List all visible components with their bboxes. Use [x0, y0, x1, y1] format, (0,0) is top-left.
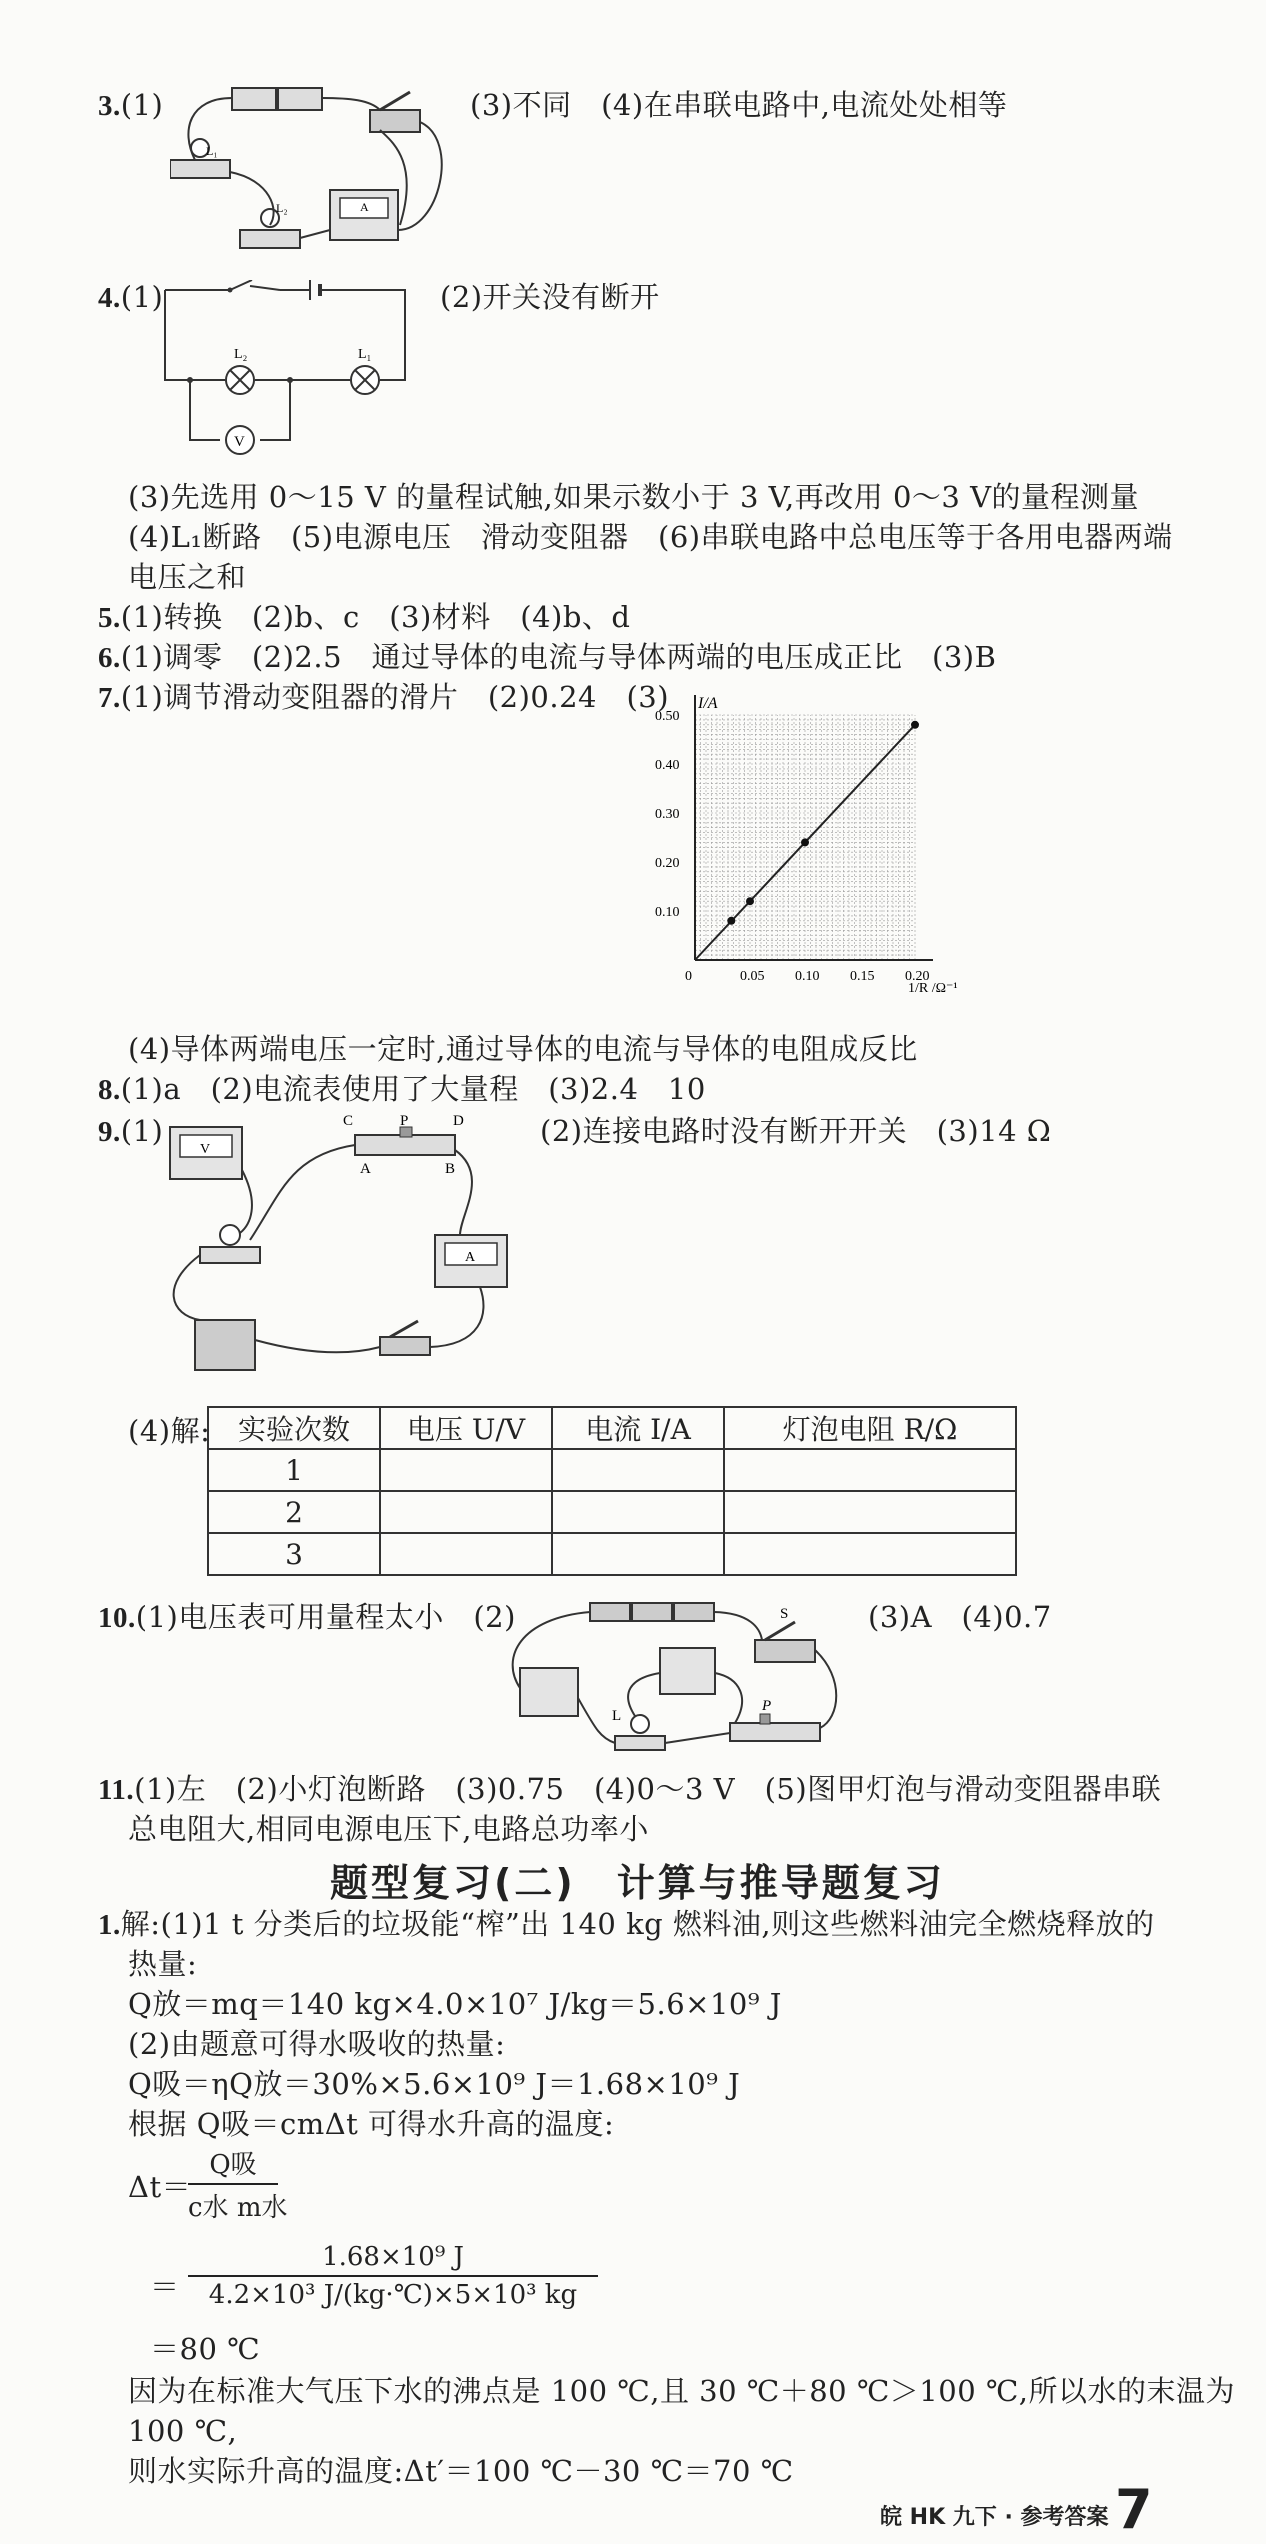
q3-part1: (1): [120, 88, 164, 122]
switch-icon: [755, 1622, 815, 1662]
lamp-l2-symbol: [226, 366, 254, 394]
chart-ticks: [655, 709, 930, 984]
battery-pack-icon: [232, 88, 322, 110]
equals-sign: ＝: [150, 2270, 180, 2304]
table-cell: [380, 1449, 552, 1491]
s1-line3: Q放＝mq＝140 kg×4.0×10⁷ J/kg＝5.6×10⁹ J: [128, 1987, 782, 2021]
terminal-a-label: A: [360, 1161, 371, 1177]
q11-line2: 总电阻大,相同电源电压下,电路总功率小: [128, 1812, 649, 1846]
table-cell: [552, 1491, 724, 1533]
table-header: 实验次数: [208, 1407, 380, 1449]
q3-line: [98, 86, 163, 125]
table-cell: [380, 1533, 552, 1575]
s1-line10: 因为在标准大气压下水的沸点是 100 ℃,且 30 ℃＋80 ℃＞100 ℃,所以水的末温为: [128, 2374, 1236, 2408]
q11-line1: (1)左 (2)小灯泡断路 (3)0.75 (4)0～3 V (5)图甲灯泡与滑动变阻器串联: [134, 1772, 1162, 1806]
footer-text: 皖 HK 九下 · 参考答案: [880, 2505, 1109, 2530]
lamp-l2-label: L₂: [276, 201, 288, 215]
chart-grid: [695, 715, 915, 960]
data-point: [801, 838, 809, 846]
table-cell: 1: [208, 1449, 380, 1491]
q4-part3: (3)先选用 0～15 V 的量程试触,如果示数小于 3 V,再改用 0～3 V的量程测量: [128, 480, 1140, 514]
q4-circuit-diagram: [160, 280, 420, 460]
y-tick-label: 0.20: [655, 856, 680, 871]
lamp-label: L: [612, 1708, 622, 1724]
q3-circuit-diagram: [170, 80, 470, 260]
q6-number: 6.: [98, 642, 121, 674]
q7-number: 7.: [98, 682, 121, 714]
fraction2-denominator: 4.2×10³ J/(kg·℃)×5×10³ kg: [208, 2280, 578, 2310]
data-point: [727, 917, 735, 925]
q3-part3: (3)不同: [470, 88, 572, 122]
fraction2-numerator: 1.68×10⁹ J: [322, 2242, 464, 2272]
q9-number: 9.: [98, 1116, 121, 1148]
terminal-d-label: D: [453, 1115, 464, 1129]
q7-text: (1)调节滑动变阻器的滑片 (2)0.24 (3): [120, 680, 670, 714]
ammeter-icon: [520, 1668, 578, 1716]
q4-part1: (1): [120, 280, 164, 314]
x-tick-label: 0.10: [795, 969, 820, 984]
ammeter-label: A: [465, 1250, 476, 1265]
x-tick-label: 0.20: [905, 969, 930, 984]
q10-number: 10.: [98, 1602, 136, 1634]
slider-p-label: P: [400, 1115, 409, 1129]
q7-chart: [640, 690, 970, 1020]
table-cell: [724, 1533, 1016, 1575]
q3-answers: [470, 86, 1007, 124]
data-point: [746, 897, 754, 905]
q4-wires: [165, 286, 405, 440]
q9-part2: (2)连接电路时没有断开开关 (3)14 Ω: [540, 1114, 1052, 1148]
voltmeter-label: V: [200, 1142, 211, 1157]
q4-part4-line2: 电压之和: [128, 560, 247, 594]
s1-line5: Q吸＝ηQ放＝30%×5.6×10⁹ J＝1.68×10⁹ J: [128, 2067, 741, 2101]
battery-symbol: [310, 280, 320, 300]
s1-number: 1.: [98, 1909, 121, 1941]
voltmeter-label: V: [234, 434, 245, 450]
table-row: [208, 1533, 1016, 1575]
q11-line: [98, 1770, 1161, 1809]
delta-t-label: Δt＝: [128, 2170, 192, 2204]
switch-label: S: [780, 1606, 789, 1622]
fraction1-bar: [188, 2183, 278, 2185]
q9-circuit-diagram: [160, 1115, 540, 1405]
q6-text: (1)调零 (2)2.5 通过导体的电流与导体两端的电压成正比 (3)B: [120, 640, 997, 674]
voltmeter-icon: [660, 1648, 715, 1694]
fraction1: [188, 2144, 288, 2224]
y-tick-label: 0.40: [655, 758, 680, 773]
q9-part1: (1): [120, 1114, 164, 1148]
x-tick-label: 0.05: [740, 969, 765, 984]
y-tick-label: 0.10: [655, 905, 680, 920]
q8-text: (1)a (2)电流表使用了大量程 (3)2.4 10: [120, 1072, 706, 1106]
slider-label: P: [762, 1698, 772, 1714]
q11-number: 11.: [98, 1774, 135, 1806]
x-tick-label: 0: [685, 969, 692, 984]
switch-symbol: [228, 280, 253, 293]
table-cell: [724, 1449, 1016, 1491]
rheostat-icon: [355, 1127, 455, 1155]
table-row: [208, 1449, 1016, 1491]
lamp-icon: [200, 1225, 260, 1263]
fraction1-numerator: Q吸: [209, 2150, 257, 2180]
lamp-l2-icon: [240, 209, 300, 248]
rheostat-icon: [730, 1714, 820, 1741]
lamp-l1-label: L₁: [358, 347, 372, 362]
switch-icon: [380, 1321, 430, 1355]
s1-line4: (2)由题意可得水吸收的热量:: [128, 2027, 506, 2061]
fraction2: [188, 2242, 598, 2310]
q10-line: [98, 1598, 516, 1637]
table-header-row: [208, 1407, 1016, 1449]
ammeter-label: A: [360, 200, 369, 214]
q4-line: [98, 278, 163, 317]
s1-line11: 100 ℃,: [128, 2414, 238, 2448]
table-cell: [724, 1491, 1016, 1533]
q5-number: 5.: [98, 602, 121, 634]
battery-pack-icon: [590, 1603, 714, 1621]
switch-icon: [370, 92, 420, 132]
terminal-b-label: B: [445, 1161, 456, 1177]
q5-text: (1)转换 (2)b、c (3)材料 (4)b、d: [120, 600, 631, 634]
fraction2-bar: [188, 2275, 598, 2277]
page-number: 7: [1115, 2478, 1153, 2541]
lamp-icon: [615, 1715, 665, 1750]
q4-number: 4.: [98, 282, 121, 314]
table-cell: 3: [208, 1533, 380, 1575]
q9-part4: (4)解:: [128, 1414, 211, 1448]
y-axis-label: I/A: [698, 695, 718, 712]
table-header: 电流 I/A: [552, 1407, 724, 1449]
x-tick-label: 0.15: [850, 969, 875, 984]
q10-circuit-diagram: [500, 1598, 850, 1768]
table-cell: 2: [208, 1491, 380, 1533]
lamp-l1-icon: [170, 139, 230, 178]
table-row: [208, 1491, 1016, 1533]
q8-number: 8.: [98, 1074, 121, 1106]
q7-line: [98, 678, 669, 717]
table-cell: [552, 1449, 724, 1491]
data-table: [207, 1406, 1017, 1576]
q3-number: 3.: [98, 90, 121, 122]
fraction1-denominator: c水 m水: [188, 2193, 288, 2223]
q10-part3: (3)A (4)0.7: [868, 1600, 1052, 1634]
q9-line: [98, 1112, 163, 1151]
table-cell: [552, 1533, 724, 1575]
q7-part4: (4)导体两端电压一定时,通过导体的电流与导体的电阻成反比: [128, 1032, 918, 1066]
s1-line12: 则水实际升高的温度:Δt′＝100 ℃－30 ℃＝70 ℃: [128, 2454, 794, 2488]
q4-part4-line1: (4)L₁断路 (5)电源电压 滑动变阻器 (6)串联电路中总电压等于各用电器两端: [128, 520, 1173, 554]
terminal-c-label: C: [343, 1115, 354, 1129]
q6-line: [98, 638, 996, 677]
section-title: 题型复习(二) 计算与推导题复习: [330, 1861, 945, 1905]
lamp-l1-label: L₁: [206, 144, 218, 158]
s1-line6: 根据 Q吸＝cmΔt 可得水升高的温度:: [128, 2107, 615, 2141]
ammeter-icon: [330, 190, 398, 240]
q4-part2: (2)开关没有断开: [440, 280, 660, 314]
lamp-l1-symbol: [351, 366, 379, 394]
s1-line2: 热量:: [128, 1947, 198, 1981]
s1-result: ＝80 ℃: [150, 2332, 261, 2366]
s1-line1: [98, 1905, 1155, 1944]
y-tick-label: 0.50: [655, 709, 680, 724]
battery-icon: [195, 1320, 255, 1370]
s1-text1: 解:(1)1 t 分类后的垃圾能“榨”出 140 kg 燃料油,则这些燃料油完全燃烧释放的: [120, 1907, 1155, 1941]
q3-part4: (4)在串联电路中,电流处处相等: [601, 88, 1008, 122]
table-header: 电压 U/V: [380, 1407, 552, 1449]
data-point: [911, 721, 919, 729]
table-header: 灯泡电阻 R/Ω: [724, 1407, 1016, 1449]
q8-line: [98, 1070, 706, 1109]
y-tick-label: 0.30: [655, 807, 680, 822]
q5-line: [98, 598, 631, 637]
table-cell: [380, 1491, 552, 1533]
q10-part1: (1)电压表可用量程太小 (2): [135, 1600, 516, 1634]
x-axis-label: 1/R /Ω⁻¹: [908, 981, 958, 996]
lamp-l2-label: L₂: [234, 347, 248, 362]
